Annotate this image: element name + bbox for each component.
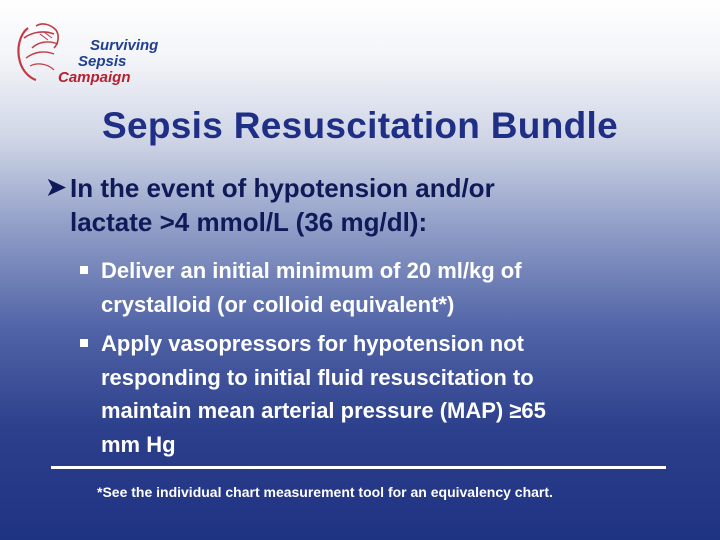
square-bullet-icon (80, 339, 88, 347)
surviving-sepsis-campaign-logo (14, 18, 159, 94)
sub-bullet-line: mm Hg (101, 431, 176, 457)
logo-line-surviving: Surviving (90, 37, 159, 54)
sub-bullet-line: responding to initial fluid resuscitation to (101, 364, 534, 390)
logo-wordmark (58, 38, 158, 86)
square-bullet-icon (80, 266, 88, 274)
arrow-bullet-icon: ➤ (46, 174, 67, 201)
logo-line-campaign: Campaign (58, 69, 131, 86)
sub-bullet-fluids (80, 254, 670, 321)
footnote: *See the individual chart measurement tool for an equivalency chart. (97, 484, 553, 500)
main-bullet (46, 171, 686, 239)
sub-bullet-line: Deliver an initial minimum of 20 ml/kg of (101, 258, 522, 283)
sub-bullet-line: maintain mean arterial pressure (MAP) ≥65 (101, 398, 546, 423)
sub-bullet-vasopressors (80, 327, 670, 461)
logo-line-sepsis: Sepsis (78, 53, 127, 70)
sub-bullet-line: Apply vasopressors for hypotension not (101, 331, 524, 356)
main-bullet-line-1: In the event of hypotension and/or (70, 173, 495, 203)
divider-rule (51, 466, 666, 469)
sub-bullet-line: crystalloid (or colloid equivalent*) (101, 291, 455, 317)
main-bullet-line-2: lactate >4 mmol/L (36 mg/dl): (70, 207, 428, 237)
slide-title: Sepsis Resuscitation Bundle (102, 105, 618, 146)
